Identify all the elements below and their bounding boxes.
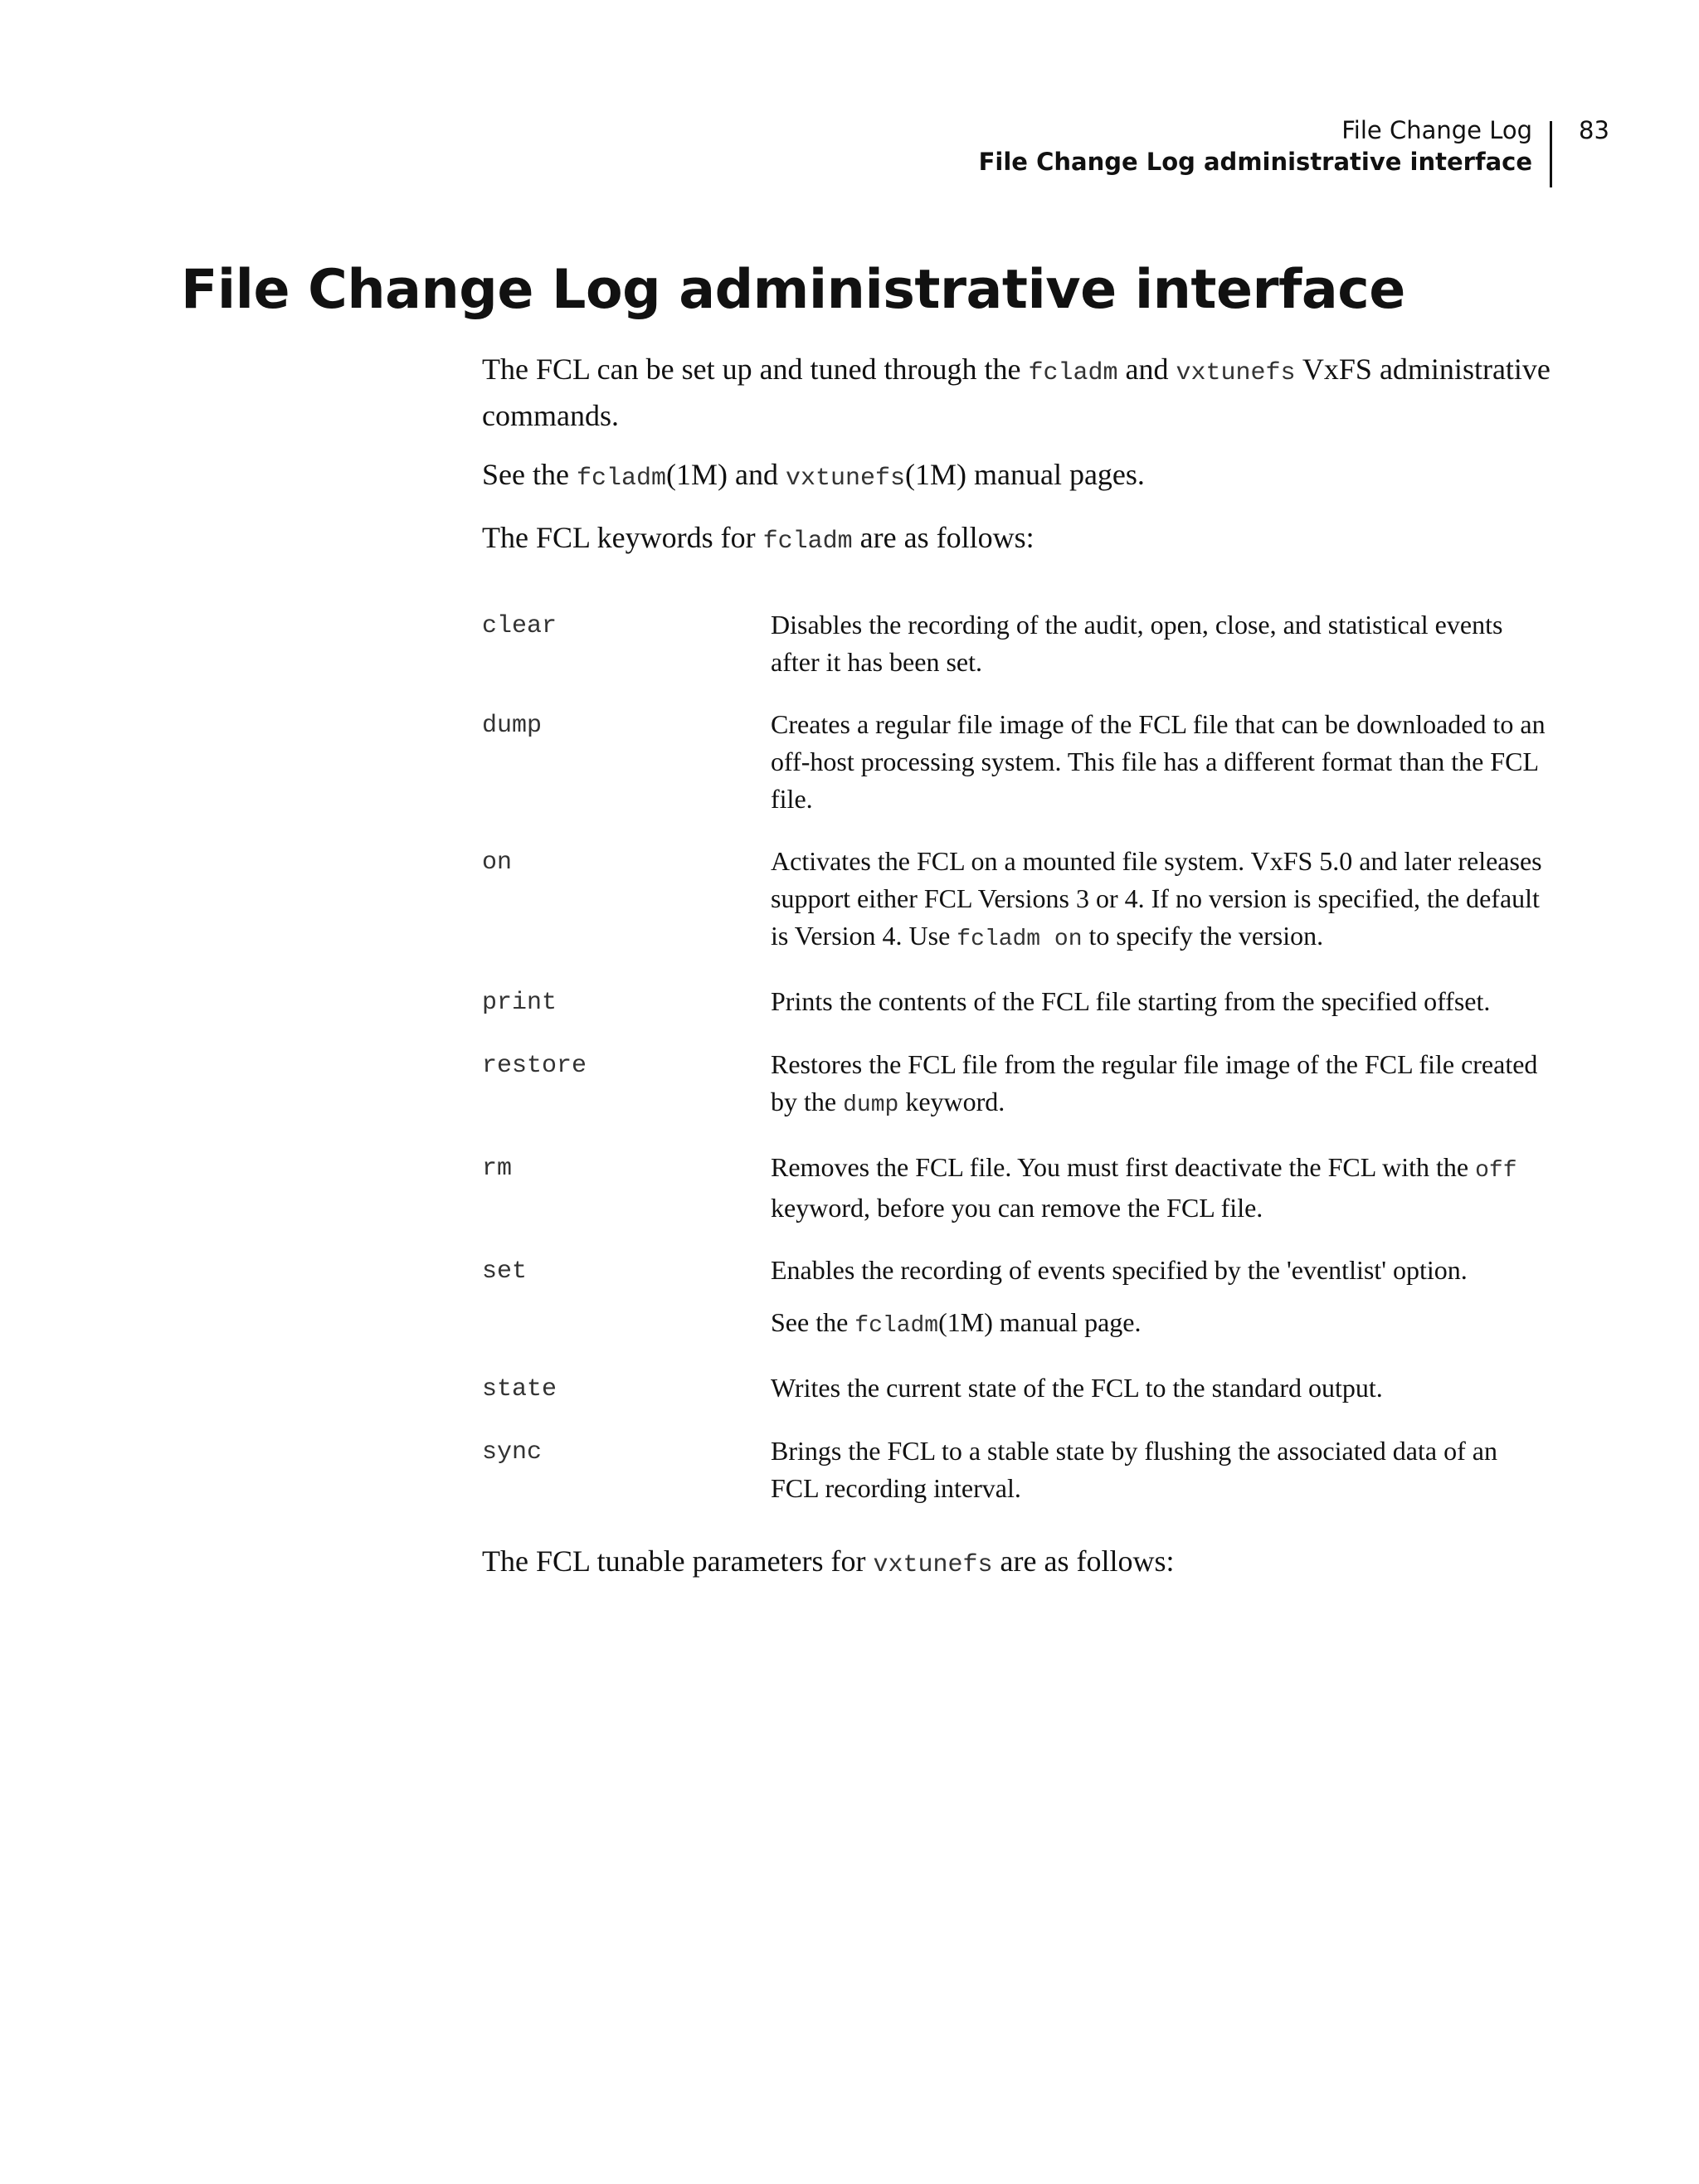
text <box>771 1149 1551 1227</box>
text: The FCL keywords for <box>482 521 763 554</box>
keyword-row-dump <box>482 706 1560 818</box>
keyword-row-sync <box>482 1432 1560 1507</box>
keyword-term: restore <box>482 1052 587 1080</box>
keyword-description <box>771 1252 1551 1345</box>
keyword-term: state <box>482 1375 557 1403</box>
keyword-description <box>771 1149 1551 1227</box>
keyword-description <box>771 983 1551 1021</box>
text: Creates a regular file image of the FCL file that can be downloaded to an off-host processing system. This file has a different format than the FCL file. <box>771 709 1546 814</box>
keyword-row-restore <box>482 1046 1560 1124</box>
keyword-row-set <box>482 1252 1560 1345</box>
inline-code: fcladm on <box>957 927 1083 952</box>
keyword-row-state <box>482 1369 1560 1408</box>
keyword-description <box>771 1046 1551 1124</box>
header-divider <box>1550 121 1552 187</box>
inline-code: vxtunefs <box>785 465 905 493</box>
text: The FCL tunable parameters for <box>482 1544 874 1578</box>
text <box>771 1046 1551 1124</box>
text: See the <box>482 458 577 491</box>
header-section: File Change Log administrative interface <box>978 148 1532 176</box>
inline-code: fcladm <box>576 465 666 493</box>
text <box>771 843 1551 958</box>
text: are as follows: <box>852 521 1034 554</box>
keyword-description <box>771 1432 1551 1507</box>
page-title: File Change Log administrative interface <box>181 259 1405 321</box>
intro-paragraph-3 <box>482 517 1560 563</box>
text: See the <box>771 1307 855 1337</box>
text: Activates the FCL on a mounted file system. VxFS 5.0 and later releases support either FCL Versions 3 or 4. If no version is specified, the default is Version 4. Use <box>771 846 1542 951</box>
keyword-term: rm <box>482 1155 513 1183</box>
text: are as follows: <box>992 1544 1175 1578</box>
text: The FCL can be set up and tuned through the <box>482 353 1029 386</box>
keyword-term: print <box>482 989 557 1017</box>
keyword-description <box>771 706 1551 818</box>
inline-code: vxtunefs <box>1176 359 1296 387</box>
inline-code: fcladm <box>762 528 853 556</box>
text: keyword. <box>898 1087 1005 1116</box>
inline-code: vxtunefs <box>873 1551 993 1579</box>
keyword-row-rm <box>482 1149 1560 1227</box>
keyword-description <box>771 843 1551 958</box>
inline-code: dump <box>843 1092 899 1118</box>
intro-paragraph-2 <box>482 454 1560 500</box>
inline-code: off <box>1475 1158 1517 1184</box>
page-number: 83 <box>1579 116 1609 144</box>
keyword-description <box>771 606 1551 681</box>
keyword-table <box>482 606 1560 1507</box>
keyword-row-on <box>482 843 1560 958</box>
text: Brings the FCL to a stable state by flushing the associated data of an FCL recording interval. <box>771 1436 1497 1503</box>
text: (1M) and <box>666 458 786 491</box>
text: and <box>1117 353 1176 386</box>
keyword-row-clear <box>482 606 1560 681</box>
text: keyword, before you can remove the FCL file. <box>771 1193 1263 1223</box>
text: Writes the current state of the FCL to the standard output. <box>771 1373 1383 1403</box>
inline-code: fcladm <box>854 1313 939 1339</box>
body-content <box>482 348 1560 1603</box>
text: VxFS administrative commands. <box>482 353 1551 432</box>
keyword-term: on <box>482 849 513 877</box>
header-chapter: File Change Log <box>1341 116 1532 144</box>
keyword-term: sync <box>482 1438 543 1467</box>
text: Disables the recording of the audit, open, close, and statistical events after it has been set. <box>771 610 1503 677</box>
keyword-term: dump <box>482 712 543 740</box>
intro-paragraph-1 <box>482 348 1560 437</box>
inline-code: fcladm <box>1028 359 1118 387</box>
running-header <box>806 114 1552 178</box>
text: Restores the FCL file from the regular file image of the FCL file created by the <box>771 1049 1538 1116</box>
text: to specify the version. <box>1082 921 1324 951</box>
text: Enables the recording of events specified by the 'eventlist' option. <box>771 1255 1468 1285</box>
keyword-row-print <box>482 983 1560 1021</box>
keyword-term: set <box>482 1257 528 1286</box>
outro-paragraph <box>482 1540 1560 1587</box>
keyword-description <box>771 1369 1551 1408</box>
see-also <box>771 1304 1551 1345</box>
keyword-term: clear <box>482 612 557 640</box>
text: Removes the FCL file. You must first deactivate the FCL with the <box>771 1152 1476 1182</box>
text: Prints the contents of the FCL file starting from the specified offset. <box>771 986 1491 1016</box>
text: (1M) manual pages. <box>905 458 1145 491</box>
text: (1M) manual page. <box>938 1307 1142 1337</box>
